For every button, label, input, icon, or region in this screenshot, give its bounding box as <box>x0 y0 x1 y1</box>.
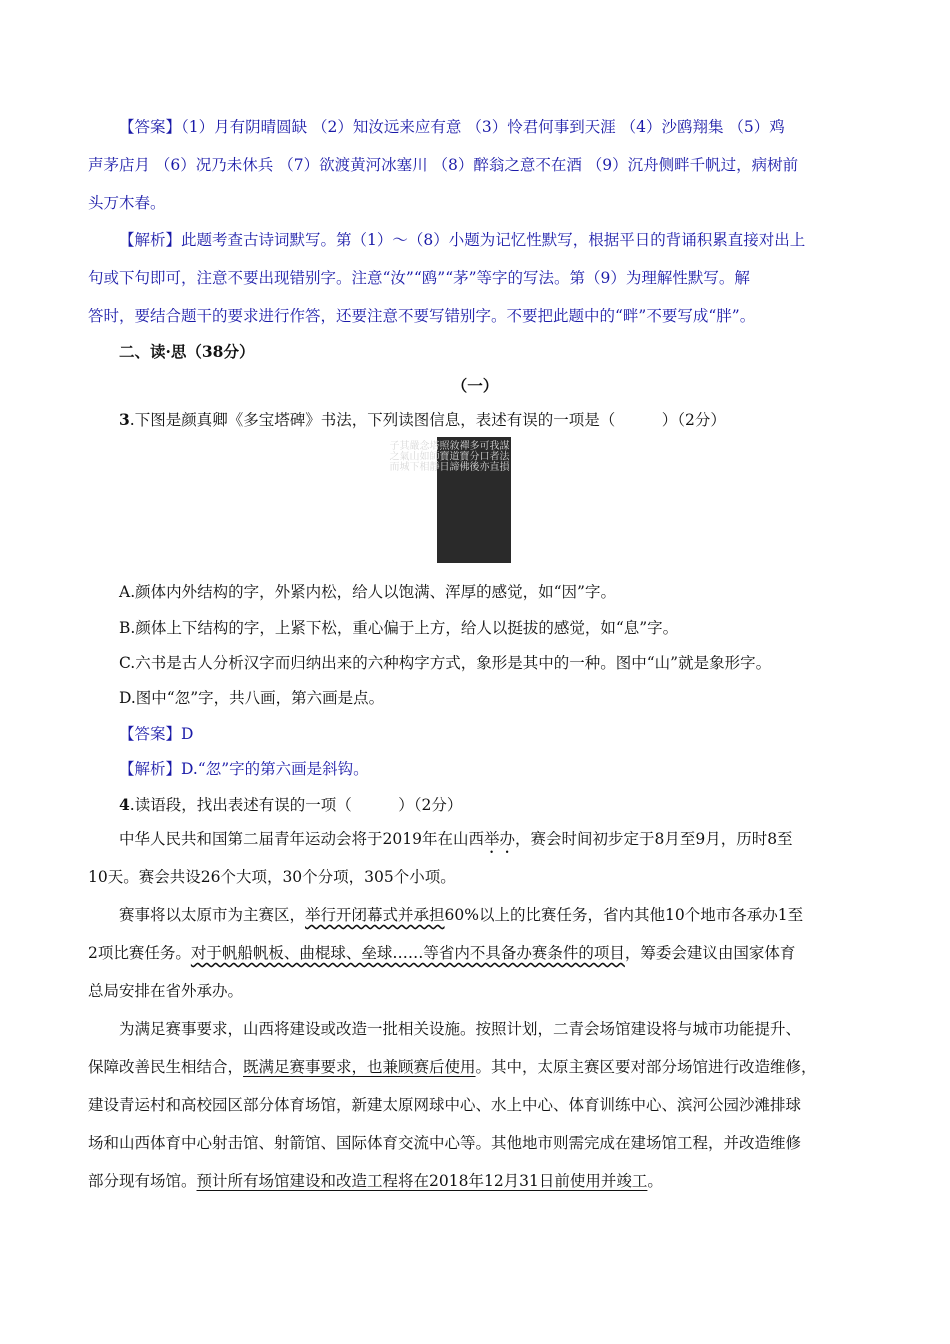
calligraphy-column: 多分後 <box>467 440 478 472</box>
text-span: ，筹委会建议由国家体育 <box>624 944 796 962</box>
paragraph-2-line-3: 总局安排在省外承办。 <box>88 982 244 1000</box>
question-4-stem <box>119 795 868 815</box>
option-c: C.六书是古人分析汉字而归纳出来的六种构字方式，象形是其中的一种。图中“山”就是象形字。 <box>119 654 772 672</box>
question-4-text: .读语段，找出表述有误的一项（ ）（2分） <box>129 796 463 814</box>
text-span: 60%以上的比赛任务，省内其他10个地市各承办1至 <box>444 906 804 924</box>
analysis-line-1: 【解析】此题考查古诗词默写。第（1）～（8）小题为记忆性默写，根据平日的背诵积累直接对出上 <box>119 231 806 249</box>
paragraph-2-line-2 <box>88 943 868 963</box>
calligraphy-column: 敘道諦 <box>447 440 458 472</box>
text-span: 部分现有场馆。 <box>88 1172 197 1190</box>
underlined-phrase: 既满足赛事要求，也兼顾赛后使用 <box>243 1058 476 1076</box>
paragraph-1-line-1 <box>119 829 868 857</box>
text-span: 赛事将以太原市为主赛区， <box>119 906 306 924</box>
calligraphy-column: 念如相 <box>417 440 428 472</box>
text-span: 中华人民共和国第二届青年运动会将于2019年在山西 <box>119 830 484 848</box>
analysis-line-2: 句或下句即可，注意不要出现错别字。注意“汝”“鸥”“茅”等字的写法。第（9）为理解性默写。解 <box>88 269 750 287</box>
calligraphy-column: 嚴山下 <box>407 440 418 472</box>
calligraphy-column: 我者直 <box>487 440 498 472</box>
paragraph-2-line-1 <box>119 905 868 925</box>
text-span: 。 <box>647 1172 663 1190</box>
question-3-analysis: 【解析】D.“忽”字的第六画是斜钩。 <box>119 760 369 778</box>
calligraphy-column: 塔師靜 <box>427 440 438 472</box>
text-span: 。其中，太原主赛区要对部分场馆进行改造维修， <box>475 1058 817 1076</box>
calligraphy-column: 子之而 <box>387 440 398 472</box>
calligraphy-column: 謀法損 <box>497 440 508 472</box>
calligraphy-column: 照寶日 <box>437 440 448 472</box>
wavy-underline-phrase: 举行开闭幕式并承担 <box>305 906 445 924</box>
calligraphy-column: 可口亦 <box>477 440 488 472</box>
dotted-phrase: 举办 <box>483 830 515 848</box>
question-3-answer: 【答案】D <box>119 725 194 743</box>
analysis-line-3: 答时，要结合题干的要求进行作答，还要注意不要写错别字。不要把此题中的“畔”不要写成“胖”。 <box>88 307 756 325</box>
question-3-stem <box>119 410 868 430</box>
text-span: 保障改善民生相结合， <box>88 1058 244 1076</box>
text-span: ，赛会时间初步定于8月至9月，历时8至 <box>514 830 793 848</box>
underlined-phrase: 预计所有场馆建设和改造工程将在2018年12月31日前使用并竣工 <box>196 1172 648 1190</box>
calligraphy-column: 禪寶佛 <box>457 440 468 472</box>
calligraphy-column: 其氣城 <box>397 440 408 472</box>
sub-title: （一） <box>451 376 499 395</box>
option-d: D.图中“忽”字，共八画，第六画是点。 <box>119 689 385 707</box>
option-b: B.颜体上下结构的字，上紧下松，重心偏于上方，给人以挺拔的感觉，如“息”字。 <box>119 619 679 637</box>
answer-line-2: 声茅店月 （6）况乃未休兵 （7）欲渡黄河冰塞川 （8）醉翁之意不在酒 （9）沉舟侧畔千帆过，病树前 <box>88 156 799 174</box>
text-span: 2项比赛任务。 <box>88 944 191 962</box>
question-4-number: 4 <box>119 795 130 814</box>
paragraph-3-line-5 <box>88 1171 868 1191</box>
paragraph-3-line-4: 场和山西体育中心射击馆、射箭馆、国际体育交流中心等。其他地市则需完成在建场馆工程，并改造维修 <box>88 1134 802 1152</box>
option-a: A.颜体内外结构的字，外紧内松，给人以饱满、浑厚的感觉，如“因”字。 <box>119 583 616 601</box>
answer-line-1: 【答案】（1）月有阴晴圆缺 （2）知汝远来应有意 （3）怜君何事到天涯 （4）沙鸥翔集 （5）鸡 <box>119 118 785 136</box>
paragraph-1-line-2: 10天。赛会共设26个大项，30个分项，305个小项。 <box>88 868 456 886</box>
question-3-text: .下图是颜真卿《多宝塔碑》书法，下列读图信息，表述有误的一项是（ ）（2分） <box>129 411 726 429</box>
question-3-number: 3 <box>119 410 130 429</box>
wavy-underline-phrase: 对于帆船帆板、曲棍球、垒球……等省内不具备办赛条件的项目 <box>190 944 625 962</box>
section-title: 二、读·思（38分） <box>119 342 255 361</box>
calligraphy-image <box>387 437 511 563</box>
paragraph-3-line-3: 建设青运村和高校园区部分体育场馆，新建太原网球中心、水上中心、体育训练中心、滨河公园沙滩排球 <box>88 1096 802 1114</box>
paragraph-3-line-2 <box>88 1057 868 1077</box>
paragraph-3-line-1: 为满足赛事要求，山西将建设或改造一批相关设施。按照计划，二青会场馆建设将与城市功能提升、 <box>119 1020 802 1038</box>
answer-line-3: 头万木春。 <box>88 194 166 212</box>
